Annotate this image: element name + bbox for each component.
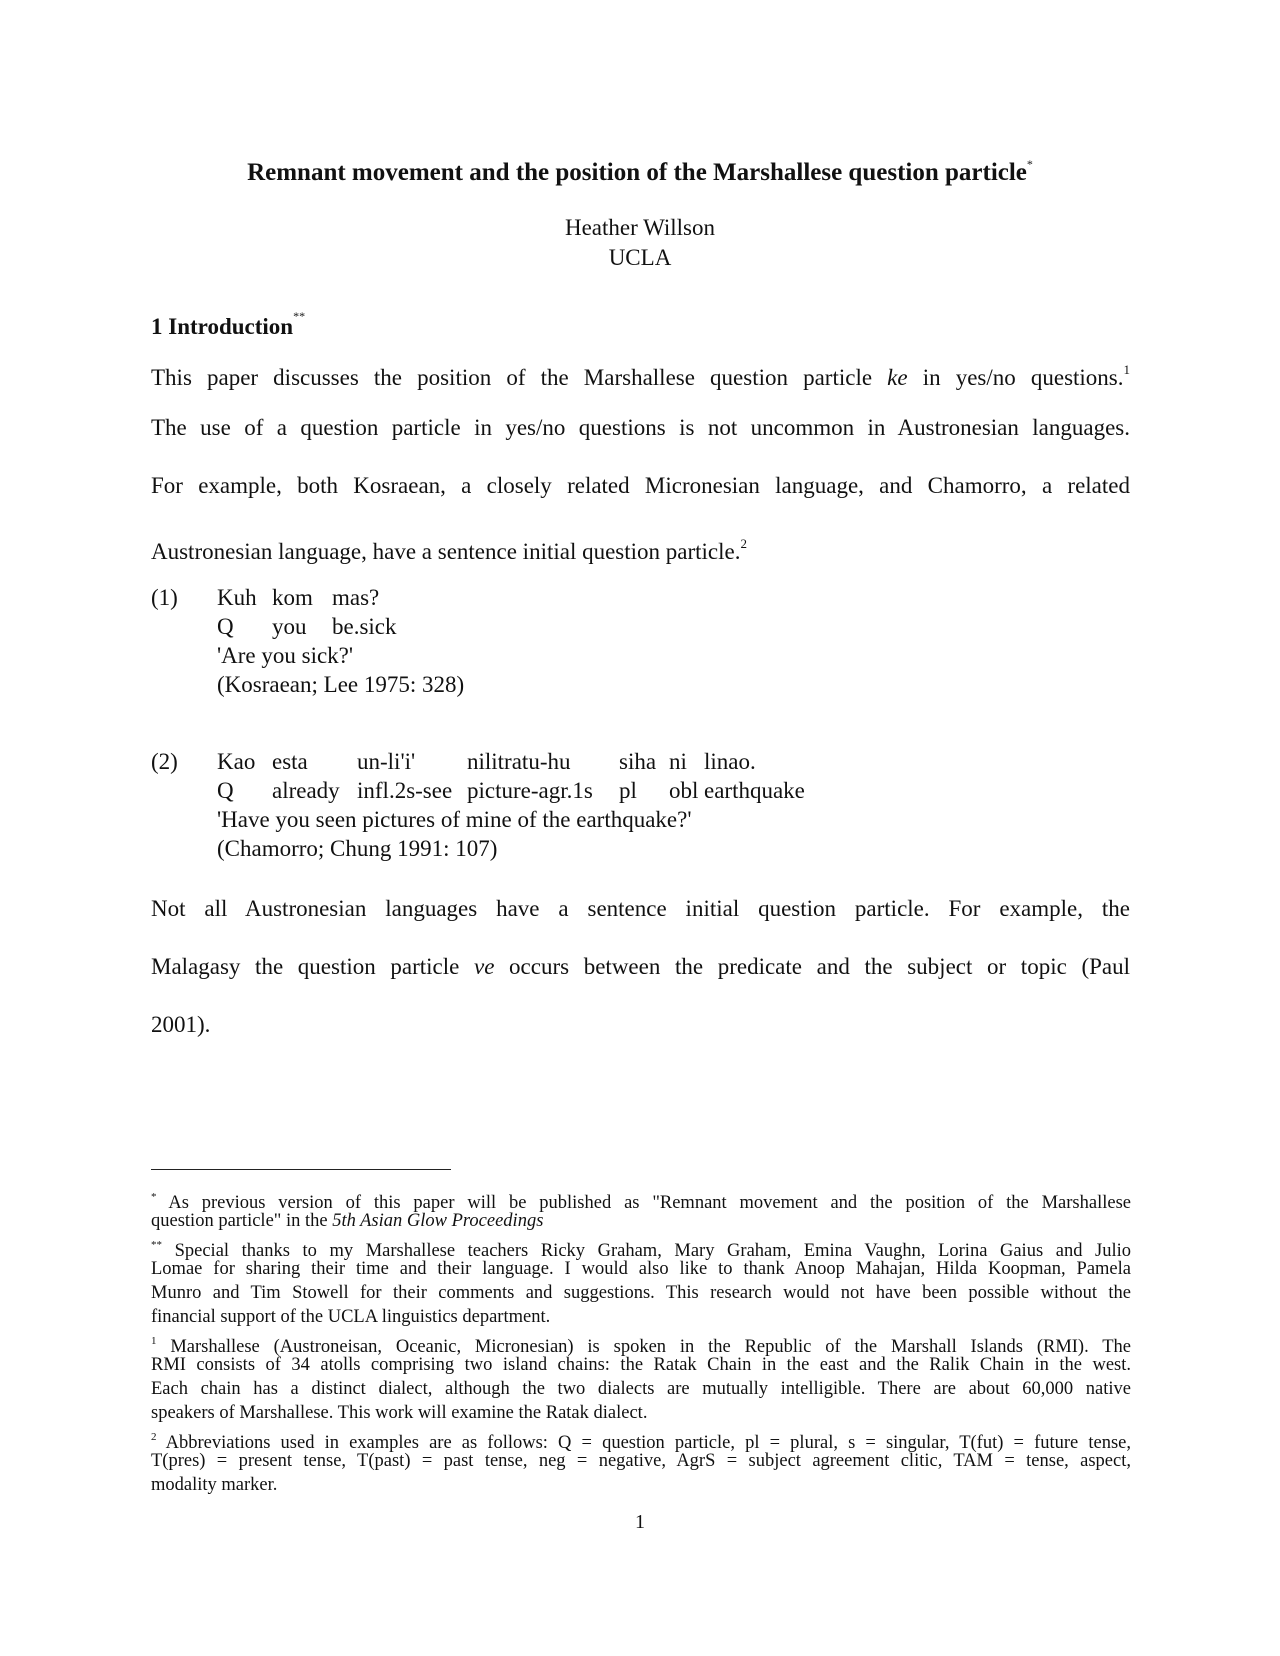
example-word: siha bbox=[619, 749, 657, 774]
example-gloss: earthquake bbox=[704, 778, 805, 803]
title-footnote-mark[interactable]: * bbox=[1026, 157, 1033, 171]
section-heading bbox=[151, 301, 305, 342]
text-line: Austronesian language, have a sentence initial question particle.$^2$ bbox=[151, 536, 747, 564]
text-line: The use of a question particle in yes/no questions is not uncommon in Austronesian languages. bbox=[151, 415, 1130, 440]
example-number: (1) bbox=[151, 585, 178, 610]
example-words-line bbox=[217, 583, 937, 612]
example-gloss: picture-agr.1s bbox=[467, 778, 593, 803]
footnote-mark: 2 bbox=[151, 1431, 157, 1443]
footnote-line: $^1$ Marshallese (Austroneisan, Oceanic, Micronesian) is spoken in the Republic of the Marshall Islands (RMI). The bbox=[151, 1335, 1132, 1357]
example-translation: 'Have you seen pictures of mine of the earthquake?' bbox=[217, 807, 692, 832]
example-number: (2) bbox=[151, 749, 178, 774]
text-line: 2001). bbox=[151, 1012, 211, 1037]
footnote-line: $^2$ Abbreviations used in examples are as follows: Q = question particle, pl = plural, s = singular, T(fut) = future tense, bbox=[151, 1431, 1132, 1453]
footnote-line: modality marker. bbox=[151, 1475, 278, 1495]
text-line: Malagasy the question particle ve occurs between the predicate and the subject or topic (Paul bbox=[151, 954, 1130, 979]
page-number: 1 bbox=[635, 1511, 645, 1533]
section-footnote-mark[interactable]: ** bbox=[293, 309, 306, 323]
example-word: un-li'i' bbox=[357, 749, 416, 774]
example-word: Kuh bbox=[217, 585, 257, 610]
example-gloss: obl bbox=[669, 778, 699, 803]
example-word: mas? bbox=[332, 585, 380, 610]
proceedings-title: 5th Asian Glow Proceedings bbox=[332, 1211, 544, 1231]
footnote-mark: 1 bbox=[151, 1335, 157, 1347]
particle-term-ve: ve bbox=[473, 954, 495, 979]
example-words-line bbox=[217, 747, 937, 776]
example-word: esta bbox=[272, 749, 308, 774]
particle-term-ke: ke bbox=[887, 365, 908, 390]
example-gloss-line bbox=[217, 776, 937, 805]
example-body bbox=[217, 583, 937, 699]
example-body bbox=[217, 747, 937, 863]
example-word: Kao bbox=[217, 749, 256, 774]
author-name: Heather Willson bbox=[564, 215, 716, 240]
footnote-line: Lomae for sharing their time and their language. I would also like to thank Anoop Mahajan, Hilda Koopman, Pamela bbox=[151, 1259, 1131, 1279]
footnote-line: RMI consists of 34 atolls comprising two island chains: the Ratak Chain in the east and the Ralik Chain in the west. bbox=[151, 1355, 1131, 1375]
footnote-line: ** Special thanks to my Marshallese teachers Ricky Graham, Mary Graham, Emina Vaughn, Lorina Gaius and Julio bbox=[151, 1239, 1131, 1261]
section-heading-text: 1 Introduction bbox=[151, 314, 294, 339]
example-gloss-line bbox=[217, 612, 937, 641]
example-word: nilitratu-hu bbox=[467, 749, 571, 774]
author-affiliation: UCLA bbox=[608, 245, 672, 270]
intro-paragraph bbox=[151, 355, 1130, 587]
footnote-mark: ** bbox=[151, 1239, 162, 1251]
example-source: (Chamorro; Chung 1991: 107) bbox=[217, 836, 498, 861]
paper-title-text: Remnant movement and the position of the Marshallese question particle bbox=[247, 159, 1027, 186]
text-line: For example, both Kosraean, a closely related Micronesian language, and Chamorro, a related bbox=[151, 473, 1130, 498]
footnote-ref-1[interactable]: 1 bbox=[1123, 362, 1130, 377]
footnote-line: question particle" in the 5th Asian Glow Proceedings bbox=[151, 1211, 544, 1231]
footnote-line: Each chain has a distinct dialect, although the two dialects are mutually intelligible. There are about 60,000 native bbox=[151, 1379, 1131, 1399]
paper-title bbox=[0, 148, 1280, 189]
example-gloss: infl.2s-see bbox=[357, 778, 453, 803]
footnote-line: financial support of the UCLA linguistics department. bbox=[151, 1307, 551, 1327]
footnote-ref-2[interactable]: 2 bbox=[740, 536, 747, 551]
example-source: (Kosraean; Lee 1975: 328) bbox=[217, 672, 465, 697]
example-word: ni bbox=[669, 749, 687, 774]
example-gloss: Q bbox=[217, 614, 234, 639]
example-gloss: pl bbox=[619, 778, 637, 803]
footnote-line: speakers of Marshallese. This work will examine the Ratak dialect. bbox=[151, 1403, 648, 1423]
text-line: Not all Austronesian languages have a sentence initial question particle. For example, the bbox=[151, 896, 1130, 921]
example-gloss: already bbox=[272, 778, 340, 803]
footnote-line: * As previous version of this paper will be published as "Remnant movement and the position of the Marshallese bbox=[151, 1191, 1131, 1213]
example-translation: 'Are you sick?' bbox=[217, 643, 354, 668]
footnote-line: Munro and Tim Stowell for their comments and suggestions. This research would not have been possible without the bbox=[151, 1283, 1131, 1303]
example-word: kom bbox=[272, 585, 313, 610]
example-gloss: you bbox=[272, 614, 307, 639]
footnotes bbox=[151, 1185, 1131, 1497]
footnote-separator bbox=[151, 1169, 451, 1170]
footnote-line: T(pres) = present tense, T(past) = past tense, neg = negative, AgrS = subject agreement clitic, TAM = tense, aspect, bbox=[151, 1451, 1131, 1471]
example-gloss: be.sick bbox=[332, 614, 397, 639]
example-word: linao. bbox=[704, 749, 756, 774]
malagasy-paragraph bbox=[151, 894, 1130, 1068]
footnote-mark: * bbox=[151, 1191, 157, 1203]
text-line: This paper discusses the position of the Marshallese question particle ke in yes/no questions.$^1$ bbox=[151, 362, 1130, 390]
example-gloss: Q bbox=[217, 778, 234, 803]
